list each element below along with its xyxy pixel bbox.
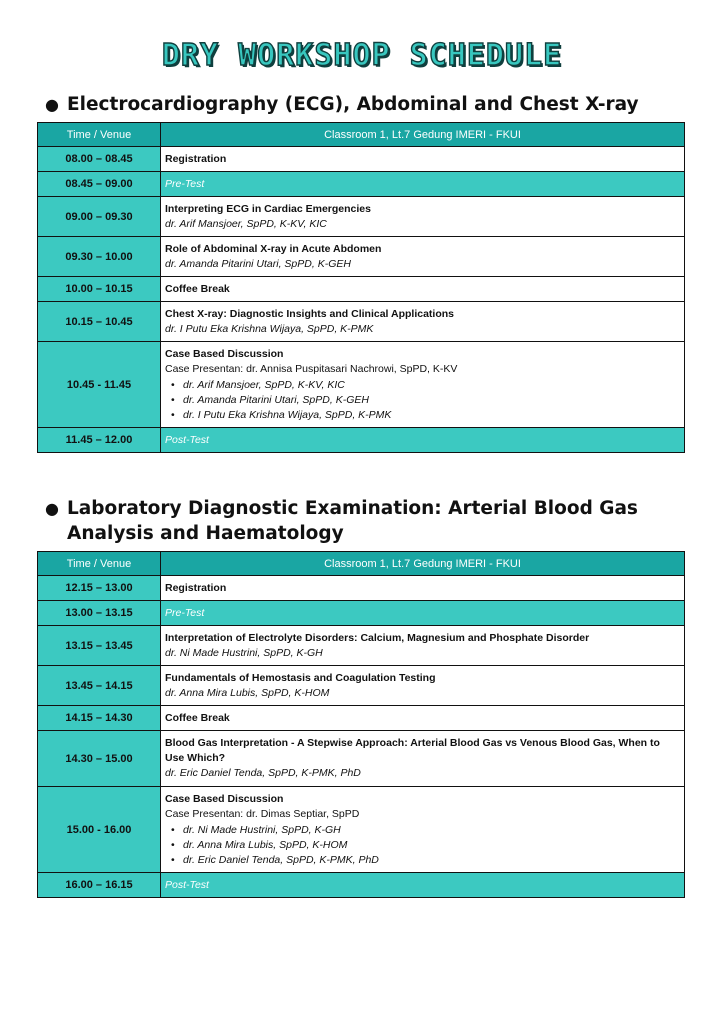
- list-item: • dr. Amanda Pitarini Utari, SpPD, K-GEH: [165, 393, 680, 408]
- speaker-name: dr. Ni Made Hustrini, SpPD, K-GH: [165, 646, 323, 659]
- session-cell: [161, 302, 685, 342]
- session-title: Post-Test: [165, 878, 209, 891]
- session-cell: [161, 428, 685, 453]
- speaker-name: dr. Eric Daniel Tenda, SpPD, K-PMK, PhD: [165, 767, 361, 779]
- section-heading-text: Electrocardiography (ECG), Abdominal and Chest X-ray: [67, 94, 639, 115]
- column-header-venue: Classroom 1, Lt.7 Gedung IMERI - FKUI: [161, 123, 685, 147]
- table-row: [38, 576, 685, 601]
- table-row: [38, 731, 685, 787]
- session-cell: [161, 666, 685, 706]
- list-item: • dr. Ni Made Hustrini, SpPD, K-GH: [165, 823, 680, 838]
- session-title: Fundamentals of Hemostasis and Coagulation Testing: [165, 671, 436, 684]
- bullet-icon: ●: [45, 499, 59, 518]
- column-header-time: Time / Venue: [38, 552, 161, 576]
- session-title: Coffee Break: [165, 711, 230, 724]
- time-cell: 09.00 – 09.30: [38, 197, 161, 237]
- session-cell: [161, 277, 685, 302]
- time-cell: 16.00 – 16.15: [38, 873, 161, 898]
- time-cell: 15.00 - 16.00: [38, 787, 161, 873]
- session-title: Pre-Test: [165, 177, 205, 190]
- time-cell: 08.45 – 09.00: [38, 172, 161, 197]
- section-lab-diagnostics: [37, 496, 685, 898]
- table-row: [38, 706, 685, 731]
- session-cell: [161, 731, 685, 787]
- list-item: • dr. Eric Daniel Tenda, SpPD, K-PMK, PhD: [165, 853, 680, 868]
- session-title: Post-Test: [165, 433, 209, 446]
- session-title: Blood Gas Interpretation - A Stepwise Approach: Arterial Blood Gas vs Venous Blood Gas, When to Use Which?: [165, 737, 660, 764]
- list-item: • dr. I Putu Eka Krishna Wijaya, SpPD, K-PMK: [165, 408, 680, 423]
- time-cell: 10.45 - 11.45: [38, 342, 161, 428]
- session-cell: [161, 197, 685, 237]
- column-header-venue: Classroom 1, Lt.7 Gedung IMERI - FKUI: [161, 552, 685, 576]
- panel-list: [165, 378, 680, 423]
- list-item: • dr. Arif Mansjoer, SpPD, K-KV, KIC: [165, 378, 680, 393]
- table-row: [38, 787, 685, 873]
- page-title: DRY WORKSHOP SCHEDULE: [161, 38, 563, 73]
- column-header-time: Time / Venue: [38, 123, 161, 147]
- table-row: [38, 277, 685, 302]
- table-row: [38, 197, 685, 237]
- case-presenter: Case Presentan: dr. Annisa Puspitasari Nachrowi, SpPD, K-KV: [165, 362, 458, 375]
- table-header-row: [38, 552, 685, 576]
- section-heading-text: Laboratory Diagnostic Examination: Arterial Blood Gas Analysis and Haematology: [67, 498, 638, 544]
- table-row: [38, 342, 685, 428]
- table-row: [38, 237, 685, 277]
- table-row: [38, 626, 685, 666]
- session-title: Case Based Discussion: [165, 347, 284, 360]
- session-title: Registration: [165, 581, 227, 594]
- section-ecg-xray: [37, 92, 685, 453]
- speaker-name: dr. Amanda Pitarini Utari, SpPD, K-GEH: [165, 257, 351, 270]
- table-row: [38, 302, 685, 342]
- time-cell: 09.30 – 10.00: [38, 237, 161, 277]
- schedule-table: [37, 551, 685, 898]
- section-heading: [45, 496, 685, 546]
- session-title: Chest X-ray: Diagnostic Insights and Clinical Applications: [165, 307, 454, 320]
- case-presenter: Case Presentan: dr. Dimas Septiar, SpPD: [165, 807, 360, 820]
- table-row: [38, 428, 685, 453]
- session-cell: [161, 873, 685, 898]
- table-header-row: [38, 123, 685, 147]
- table-row: [38, 601, 685, 626]
- list-item: • dr. Anna Mira Lubis, SpPD, K-HOM: [165, 838, 680, 853]
- time-cell: 08.00 – 08.45: [38, 147, 161, 172]
- session-title: Coffee Break: [165, 282, 230, 295]
- time-cell: 12.15 – 13.00: [38, 576, 161, 601]
- session-title: Interpretation of Electrolyte Disorders: Calcium, Magnesium and Phosphate Disorder: [165, 631, 590, 644]
- speaker-name: dr. Arif Mansjoer, SpPD, K-KV, KIC: [165, 217, 327, 230]
- time-cell: 14.30 – 15.00: [38, 731, 161, 787]
- session-title: Case Based Discussion: [165, 792, 284, 805]
- session-cell: [161, 342, 685, 428]
- table-row: [38, 666, 685, 706]
- speaker-name: dr. I Putu Eka Krishna Wijaya, SpPD, K-PMK: [165, 322, 374, 335]
- schedule-table: [37, 122, 685, 453]
- table-row: [38, 873, 685, 898]
- time-cell: 10.00 – 10.15: [38, 277, 161, 302]
- session-cell: [161, 787, 685, 873]
- session-title: Interpreting ECG in Cardiac Emergencies: [165, 202, 371, 215]
- time-cell: 10.15 – 10.45: [38, 302, 161, 342]
- session-cell: [161, 601, 685, 626]
- session-cell: [161, 172, 685, 197]
- time-cell: 14.15 – 14.30: [38, 706, 161, 731]
- panel-list: [165, 823, 680, 868]
- section-heading: [45, 92, 685, 117]
- time-cell: 13.45 – 14.15: [38, 666, 161, 706]
- speaker-name: dr. Anna Mira Lubis, SpPD, K-HOM: [165, 686, 330, 699]
- time-cell: 13.15 – 13.45: [38, 626, 161, 666]
- session-cell: [161, 576, 685, 601]
- session-cell: [161, 147, 685, 172]
- bullet-icon: ●: [45, 95, 59, 114]
- time-cell: 11.45 – 12.00: [38, 428, 161, 453]
- time-cell: 13.00 – 13.15: [38, 601, 161, 626]
- session-cell: [161, 237, 685, 277]
- session-cell: [161, 626, 685, 666]
- table-row: [38, 172, 685, 197]
- session-title: Role of Abdominal X-ray in Acute Abdomen: [165, 242, 382, 255]
- table-row: [38, 147, 685, 172]
- session-title: Pre-Test: [165, 606, 205, 619]
- session-cell: [161, 706, 685, 731]
- session-title: Registration: [165, 152, 227, 165]
